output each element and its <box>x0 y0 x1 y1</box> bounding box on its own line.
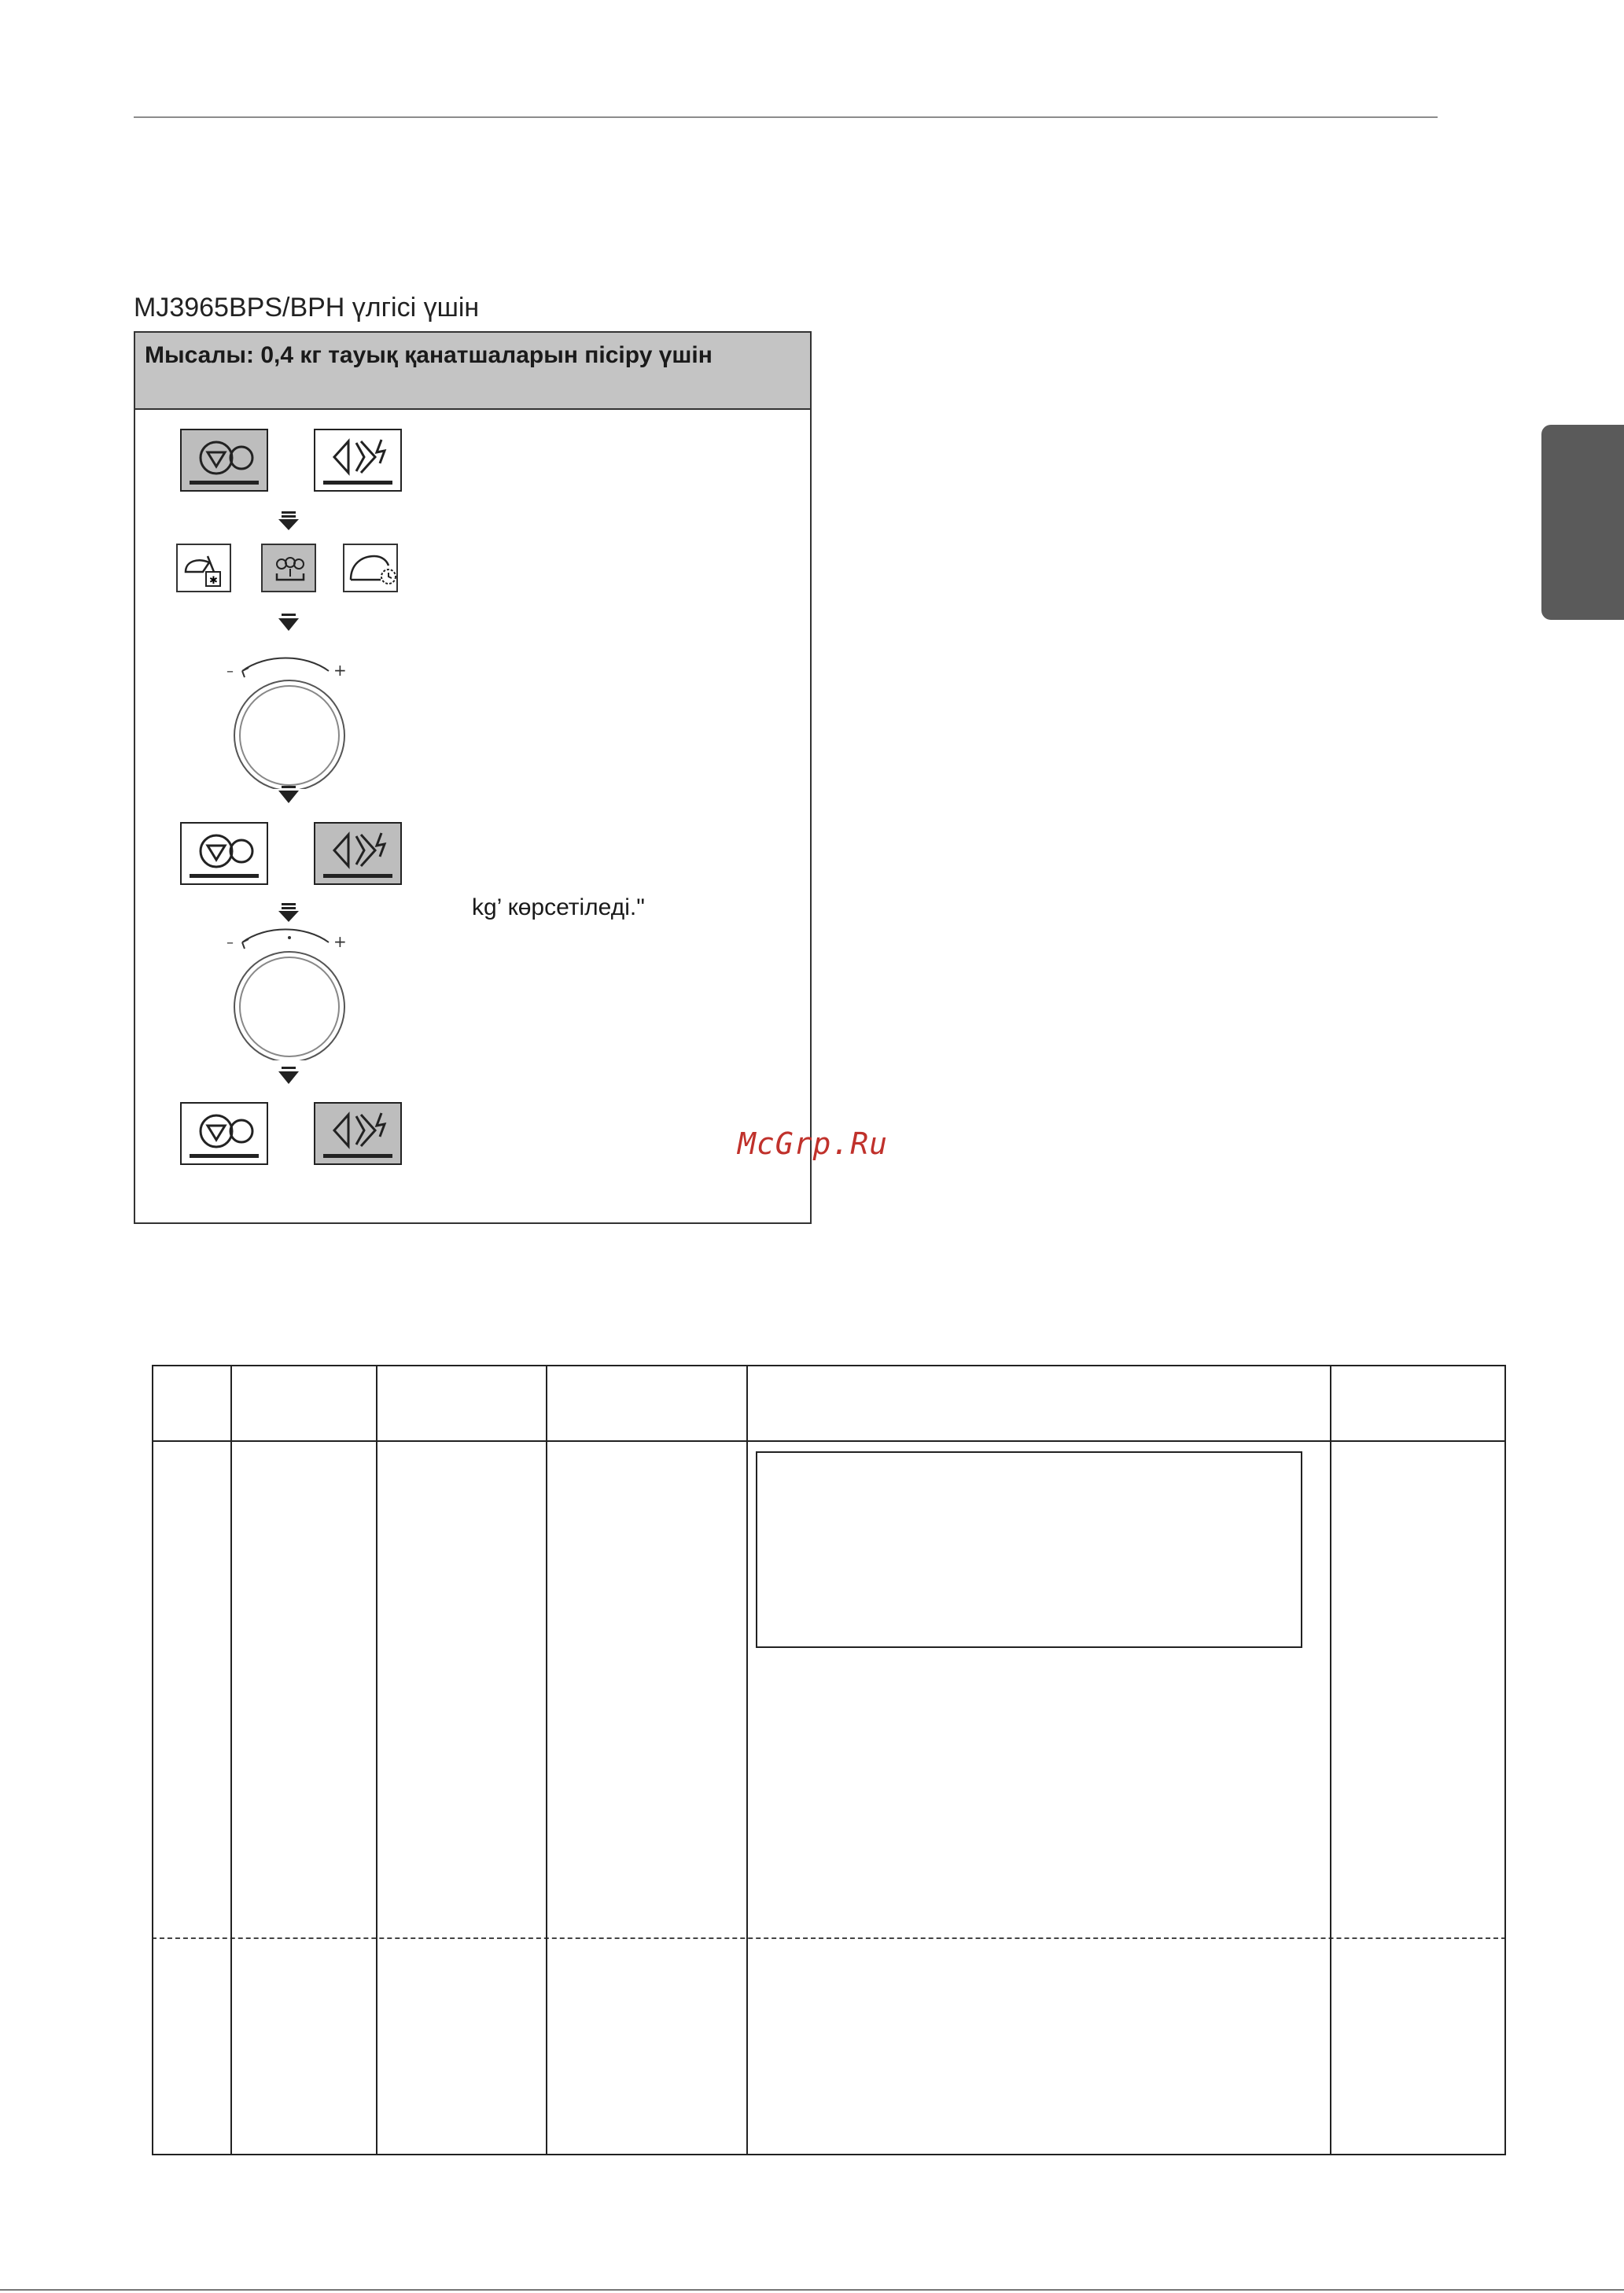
table-notice-box <box>756 1451 1302 1648</box>
top-rule <box>134 116 1438 118</box>
down-arrow-icon <box>277 1067 300 1087</box>
stop-clear-button-step1 <box>180 429 268 492</box>
table-col-line <box>376 1365 377 2155</box>
down-arrow-icon <box>277 786 300 806</box>
watermark: McGrp.Ru <box>738 1126 889 1161</box>
svg-text:✱: ✱ <box>209 575 218 587</box>
table-col-line <box>230 1365 232 2155</box>
model-title: MJ3965BPS/BPH үлгісі үшін <box>134 293 480 323</box>
timer-clock-button <box>343 544 398 592</box>
timer-clock-icon <box>344 545 400 594</box>
example-header <box>135 333 810 410</box>
down-arrow-icon <box>277 614 300 634</box>
table-border-bottom <box>152 2154 1506 2155</box>
table-col-line <box>1330 1365 1331 2155</box>
svg-text:+: + <box>333 932 347 951</box>
table-col-line <box>1504 1365 1506 2155</box>
example-box <box>134 331 812 1224</box>
auto-defrost-icon <box>178 545 233 594</box>
auto-defrost-button <box>176 544 231 592</box>
stop-clear-button-step4 <box>180 822 268 885</box>
example-header-text: Мысалы: 0,4 кг тауық қанатшаларын пісіру үшін <box>145 342 713 368</box>
side-section-tab <box>1541 425 1624 620</box>
svg-text:–: – <box>226 935 234 951</box>
table-col-line <box>746 1365 748 2155</box>
auto-cook-table <box>152 1365 1506 2155</box>
stop-clear-button-step6 <box>180 1102 268 1165</box>
table-border-top <box>152 1365 1506 1366</box>
dial-knob-icon <box>219 919 360 1060</box>
footer-rule <box>0 2289 1624 2291</box>
down-arrow-icon <box>277 511 300 532</box>
svg-text:–: – <box>226 663 234 680</box>
table-col-line <box>152 1365 153 2155</box>
table-row-divider <box>152 1937 1506 1939</box>
table-header-divider <box>152 1440 1506 1442</box>
dial-knob-icon <box>219 647 360 789</box>
start-button-step1 <box>314 429 402 492</box>
auto-cook-button <box>261 544 316 592</box>
start-button-step6 <box>314 1102 402 1165</box>
svg-text:+: + <box>333 661 347 680</box>
start-button-step4 <box>314 822 402 885</box>
step-note: kg’ көрсетіледі." <box>472 894 645 920</box>
auto-cook-icon <box>263 545 318 594</box>
table-col-line <box>546 1365 547 2155</box>
